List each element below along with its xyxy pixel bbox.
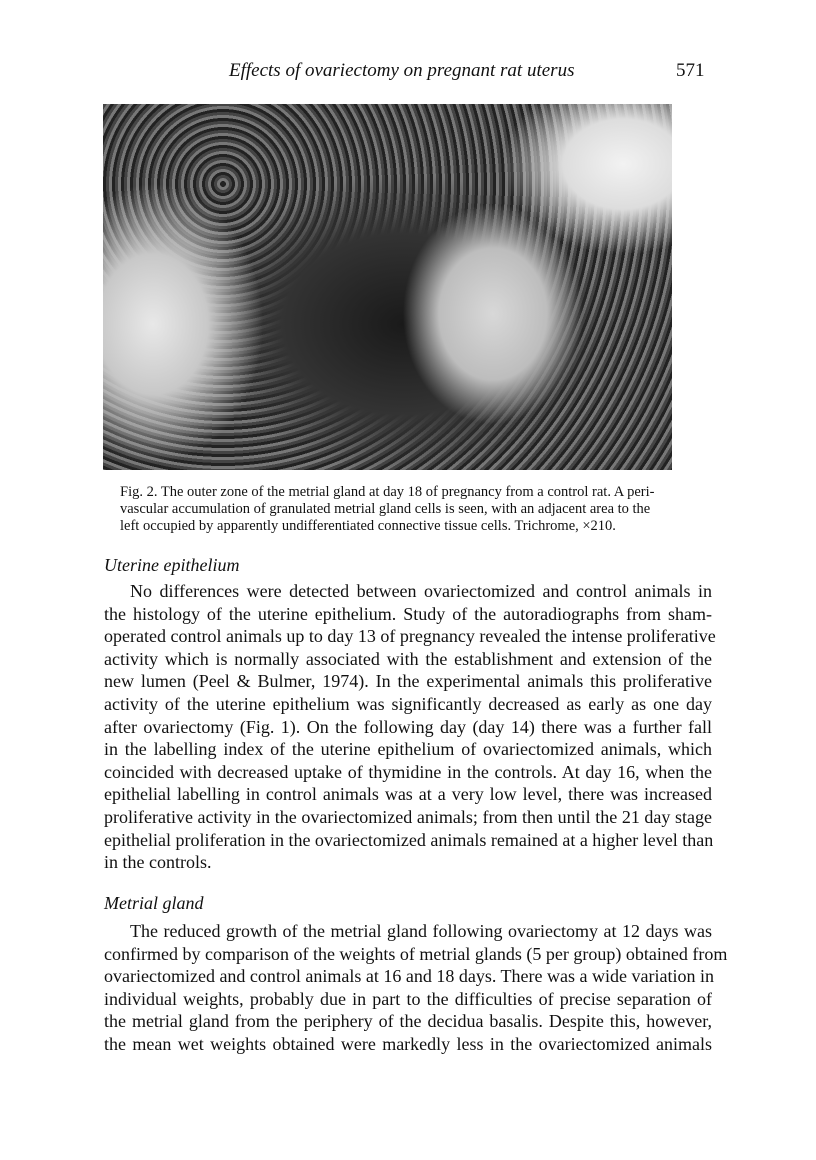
paragraph-line: the mean wet weights obtained were markedly less in the ovariectomized animals xyxy=(104,1034,712,1054)
paragraph-line: No differences were detected between ovariectomized and control animals in xyxy=(130,581,712,601)
paragraph-line: proliferative activity in the ovariectomized animals; from then until the 21 day stage xyxy=(104,807,712,827)
paragraph-line: after ovariectomy (Fig. 1). On the following day (day 14) there was a further fall xyxy=(104,716,712,737)
paragraph-line: the metrial gland from the periphery of the decidua basalis. Despite this, however, xyxy=(104,1011,712,1032)
paragraph-line: individual weights, probably due in part to the difficulties of precise separation of xyxy=(104,988,712,1009)
micrograph-figure xyxy=(103,104,672,470)
paragraph-line: operated control animals up to day 13 of pregnancy revealed the intense proliferative xyxy=(104,626,716,647)
caption-line: Fig. 2. The outer zone of the metrial gland at day 18 of pregnancy from a control rat. A peri- xyxy=(120,484,655,500)
paragraph-line: The reduced growth of the metrial gland following ovariectomy at 12 days was xyxy=(130,921,712,941)
section-heading: Metrial gland xyxy=(104,893,204,913)
section-heading: Uterine epithelium xyxy=(104,555,240,575)
paragraph-line: activity of the uterine epithelium was significantly decreased as early as one day xyxy=(104,694,712,714)
paragraph-line: ovariectomized and control animals at 16 and 18 days. There was a wide variation in xyxy=(104,966,714,987)
paragraph-line: new lumen (Peel & Bulmer, 1974). In the experimental animals this proliferative xyxy=(104,671,712,692)
paragraph-line: confirmed by comparison of the weights of metrial glands (5 per group) obtained from xyxy=(104,943,728,964)
paragraph-line: coincided with decreased uptake of thymidine in the controls. At day 16, when the xyxy=(104,761,712,782)
caption-line: vascular accumulation of granulated metrial gland cells is seen, with an adjacent area to the xyxy=(120,501,651,517)
paragraph-line: in the controls. xyxy=(104,852,212,873)
paragraph-line: in the labelling index of the uterine epithelium of ovariectomized animals, which xyxy=(104,739,712,760)
paragraph-line: epithelial proliferation in the ovariectomized animals remained at a higher level than xyxy=(104,829,714,850)
paragraph-line: activity which is normally associated with the establishment and extension of the xyxy=(104,648,712,669)
page-number: 571 xyxy=(676,60,705,81)
paragraph-line: the histology of the uterine epithelium. Study of the autoradiographs from sham- xyxy=(104,603,712,624)
caption-line: left occupied by apparently undifferentiated connective tissue cells. Trichrome, ×210. xyxy=(120,518,616,534)
running-title: Effects of ovariectomy on pregnant rat uterus xyxy=(229,60,575,81)
paragraph-line: epithelial labelling in control animals was at a very low level, there was increased xyxy=(104,784,712,805)
